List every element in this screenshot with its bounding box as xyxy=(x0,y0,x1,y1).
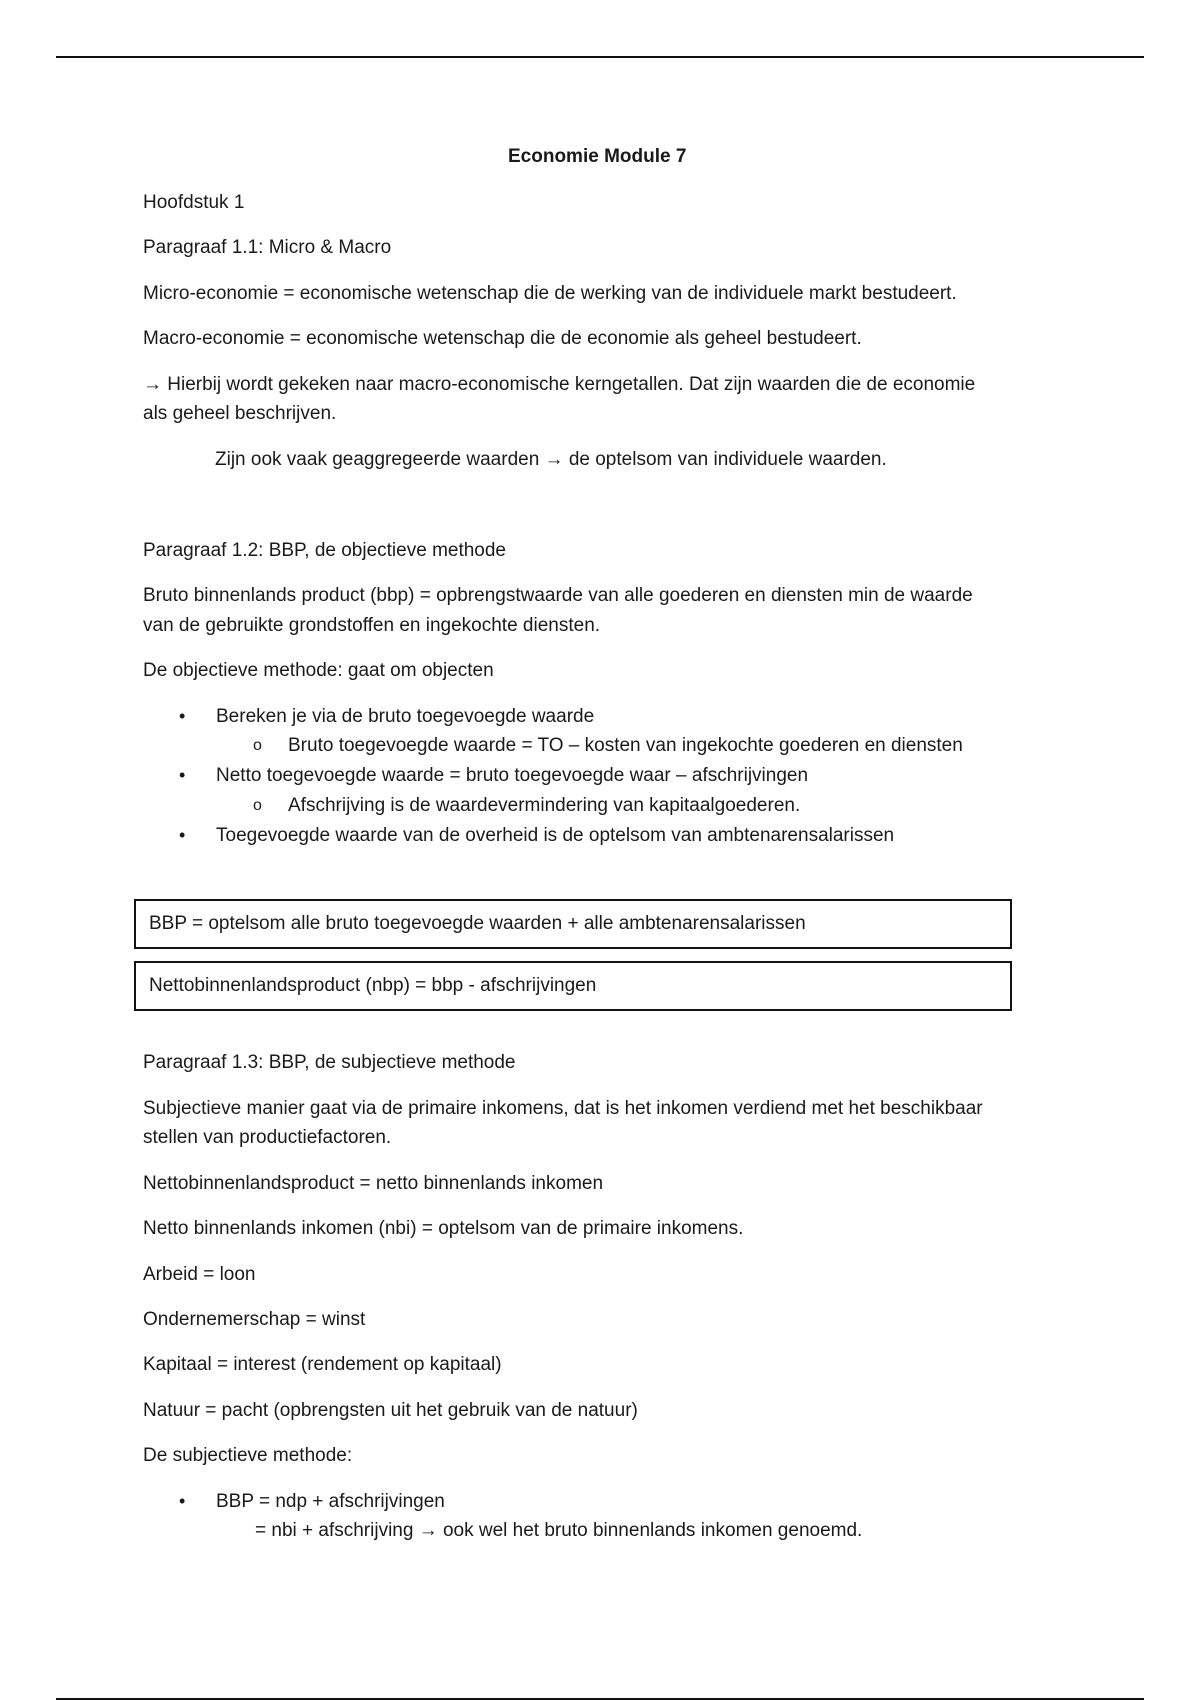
indented-paragraph: Zijn ook vaak geaggregeerde waarden → de optelsom van individuele waarden. xyxy=(215,449,887,470)
formula-box xyxy=(134,961,1012,1011)
paragraph: Ondernemerschap = winst xyxy=(143,1309,366,1330)
section-heading-1-2: Paragraaf 1.2: BBP, de objectieve methode xyxy=(143,540,507,561)
paragraph-line: → Hierbij wordt gekeken naar macro-economische kerngetallen. Dat zijn waarden die de economie xyxy=(143,374,976,395)
paragraph-line: als geheel beschrijven. xyxy=(143,403,337,424)
paragraph-line: Bruto binnenlands product (bbp) = opbrengstwaarde van alle goederen en diensten min de waarde xyxy=(143,585,973,606)
section-heading-1-1: Paragraaf 1.1: Micro & Macro xyxy=(143,237,392,258)
section-heading-1-3: Paragraaf 1.3: BBP, de subjectieve methode xyxy=(143,1052,516,1073)
paragraph-line: Subjectieve manier gaat via de primaire inkomens, dat is het inkomen verdiend met het beschikbaar xyxy=(143,1098,983,1119)
paragraph: Nettobinnenlandsproduct = netto binnenlands inkomen xyxy=(143,1173,604,1194)
paragraph: Micro-economie = economische wetenschap die de werking van de individuele markt bestudeert. xyxy=(143,283,957,304)
paragraph: Arbeid = loon xyxy=(143,1264,256,1285)
paragraph: Macro-economie = economische wetenschap die de economie als geheel bestudeert. xyxy=(143,328,862,349)
formula-text: BBP = optelsom alle bruto toegevoegde waarden + alle ambtenarensalarissen xyxy=(149,913,806,934)
paragraph: Natuur = pacht (opbrengsten uit het gebruik van de natuur) xyxy=(143,1400,638,1421)
formula-box xyxy=(134,899,1012,949)
list-item-continuation: = nbi + afschrijving → ook wel het bruto binnenlands inkomen genoemd. xyxy=(255,1520,863,1541)
list-item: • Bereken je via de bruto toegevoegde waarde xyxy=(216,702,594,731)
list-item: • Netto toegevoegde waarde = bruto toegevoegde waar – afschrijvingen xyxy=(216,761,808,790)
paragraph-line: stellen van productiefactoren. xyxy=(143,1127,392,1148)
paragraph: De subjectieve methode: xyxy=(143,1445,353,1466)
chapter-heading: Hoofdstuk 1 xyxy=(143,192,245,213)
sub-list-item: o Bruto toegevoegde waarde = TO – kosten van ingekochte goederen en diensten xyxy=(288,731,963,760)
paragraph-line: van de gebruikte grondstoffen en ingekochte diensten. xyxy=(143,615,601,636)
sub-list-item: o Afschrijving is de waardevermindering van kapitaalgoederen. xyxy=(288,791,800,820)
paragraph: De objectieve methode: gaat om objecten xyxy=(143,660,494,681)
header-rule xyxy=(56,56,1144,58)
list-item: • BBP = ndp + afschrijvingen xyxy=(216,1487,445,1516)
paragraph: Kapitaal = interest (rendement op kapitaal) xyxy=(143,1354,502,1375)
formula-text: Nettobinnenlandsproduct (nbp) = bbp - afschrijvingen xyxy=(149,975,597,996)
list-item: • Toegevoegde waarde van de overheid is de optelsom van ambtenarensalarissen xyxy=(216,821,894,850)
paragraph: Netto binnenlands inkomen (nbi) = optelsom van de primaire inkomens. xyxy=(143,1218,744,1239)
document-title: Economie Module 7 xyxy=(508,146,687,167)
